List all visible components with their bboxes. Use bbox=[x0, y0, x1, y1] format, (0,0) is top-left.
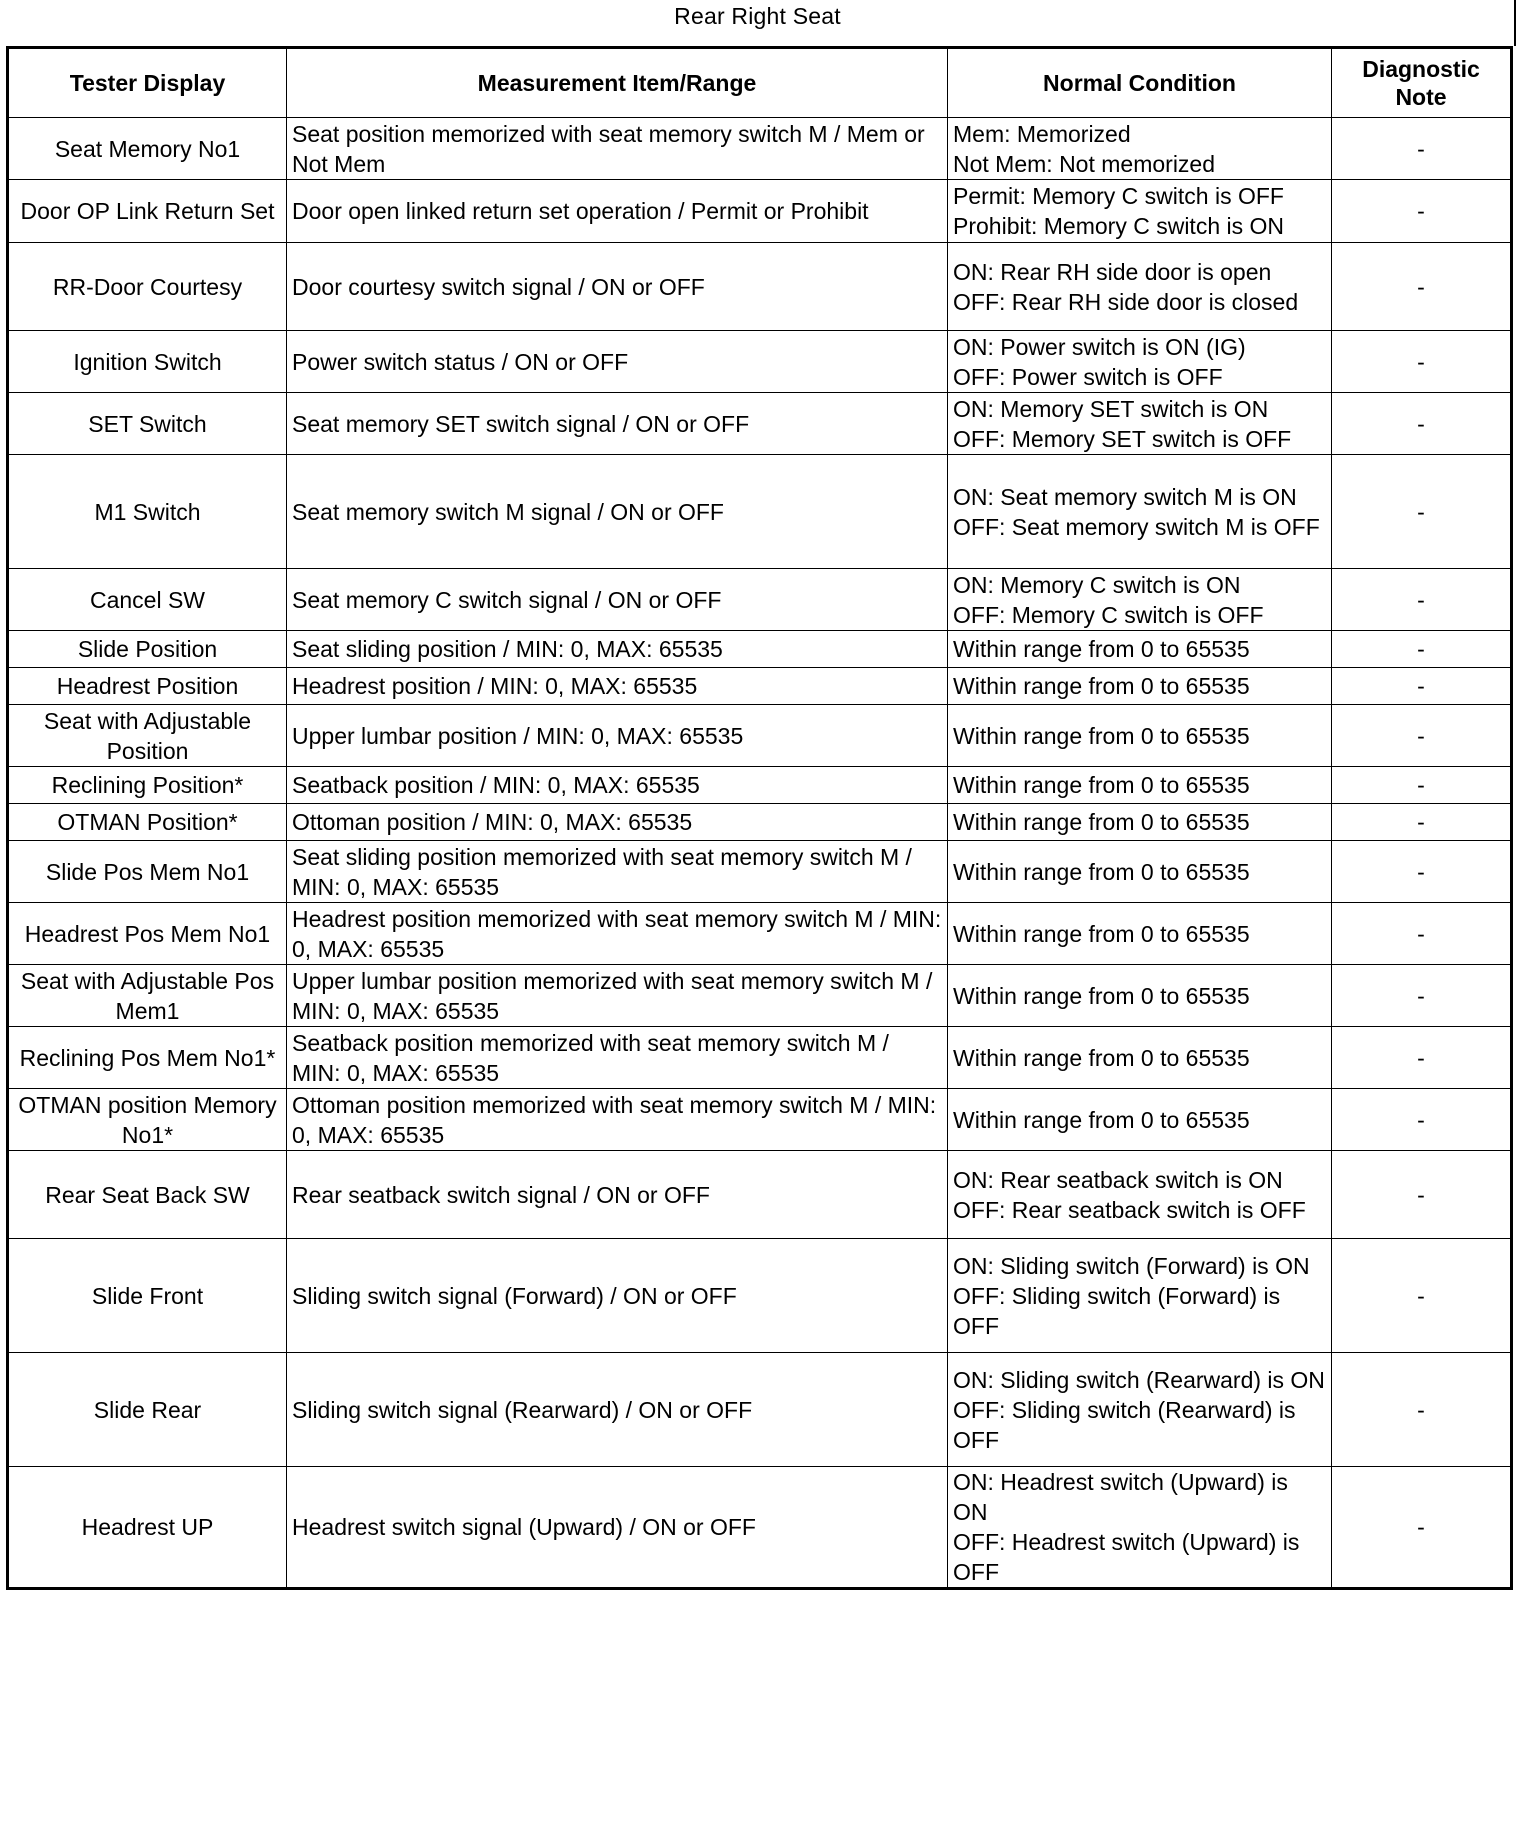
table-row bbox=[8, 1151, 1512, 1239]
table-row bbox=[8, 243, 1512, 331]
header-measurement-item: Measurement Item/Range bbox=[287, 48, 948, 118]
diagnostic-note-cell: - bbox=[1332, 903, 1512, 965]
tester-display-cell: OTMAN Position* bbox=[8, 804, 287, 841]
normal-condition-cell: Within range from 0 to 65535 bbox=[948, 841, 1332, 903]
table-row bbox=[8, 804, 1512, 841]
diagnostic-note-cell: - bbox=[1332, 841, 1512, 903]
table-row bbox=[8, 455, 1512, 569]
table-row bbox=[8, 1089, 1512, 1151]
diagnostic-note-cell: - bbox=[1332, 569, 1512, 631]
tester-display-cell: Cancel SW bbox=[8, 569, 287, 631]
tester-display-cell: Slide Pos Mem No1 bbox=[8, 841, 287, 903]
table-row bbox=[8, 841, 1512, 903]
measurement-item-cell: Seat position memorized with seat memory switch M / Mem or Not Mem bbox=[287, 118, 948, 180]
table-row bbox=[8, 180, 1512, 243]
measurement-item-cell: Seat sliding position / MIN: 0, MAX: 65535 bbox=[287, 631, 948, 668]
normal-condition-cell: ON: Sliding switch (Rearward) is ON OFF: Sliding switch (Rearward) is OFF bbox=[948, 1353, 1332, 1467]
tester-display-cell: Door OP Link Return Set bbox=[8, 180, 287, 243]
table-row bbox=[8, 331, 1512, 393]
table-row bbox=[8, 118, 1512, 180]
measurement-item-cell: Seatback position memorized with seat memory switch M / MIN: 0, MAX: 65535 bbox=[287, 1027, 948, 1089]
measurement-item-cell: Sliding switch signal (Forward) / ON or OFF bbox=[287, 1239, 948, 1353]
tester-display-cell: Slide Front bbox=[8, 1239, 287, 1353]
tester-display-cell: Seat with Adjustable Pos Mem1 bbox=[8, 965, 287, 1027]
diagnostic-note-cell: - bbox=[1332, 455, 1512, 569]
tester-display-cell: Headrest UP bbox=[8, 1467, 287, 1589]
diagnostic-note-cell: - bbox=[1332, 243, 1512, 331]
diagnostic-note-cell: - bbox=[1332, 1089, 1512, 1151]
table-row bbox=[8, 1239, 1512, 1353]
tester-display-cell: OTMAN position Memory No1* bbox=[8, 1089, 287, 1151]
measurement-item-cell: Seat sliding position memorized with seat memory switch M / MIN: 0, MAX: 65535 bbox=[287, 841, 948, 903]
measurement-item-cell: Sliding switch signal (Rearward) / ON or OFF bbox=[287, 1353, 948, 1467]
measurement-item-cell: Door open linked return set operation / Permit or Prohibit bbox=[287, 180, 948, 243]
normal-condition-cell: Within range from 0 to 65535 bbox=[948, 668, 1332, 705]
header-row bbox=[8, 48, 1512, 118]
table-row bbox=[8, 705, 1512, 767]
table-row bbox=[8, 569, 1512, 631]
table-row bbox=[8, 668, 1512, 705]
title-divider bbox=[1514, 0, 1516, 46]
tester-display-cell: SET Switch bbox=[8, 393, 287, 455]
measurement-item-cell: Upper lumbar position memorized with seat memory switch M / MIN: 0, MAX: 65535 bbox=[287, 965, 948, 1027]
measurement-item-cell: Seat memory switch M signal / ON or OFF bbox=[287, 455, 948, 569]
diagnostic-note-cell: - bbox=[1332, 705, 1512, 767]
normal-condition-cell: Mem: Memorized Not Mem: Not memorized bbox=[948, 118, 1332, 180]
measurement-item-cell: Ottoman position / MIN: 0, MAX: 65535 bbox=[287, 804, 948, 841]
measurement-item-cell: Ottoman position memorized with seat memory switch M / MIN: 0, MAX: 65535 bbox=[287, 1089, 948, 1151]
table-body bbox=[8, 118, 1512, 1589]
measurement-item-cell: Seat memory SET switch signal / ON or OFF bbox=[287, 393, 948, 455]
table-row bbox=[8, 1027, 1512, 1089]
normal-condition-cell: Within range from 0 to 65535 bbox=[948, 804, 1332, 841]
tester-display-cell: Seat with Adjustable Position bbox=[8, 705, 287, 767]
diagnostic-note-cell: - bbox=[1332, 180, 1512, 243]
measurement-item-cell: Door courtesy switch signal / ON or OFF bbox=[287, 243, 948, 331]
diagnostic-note-cell: - bbox=[1332, 393, 1512, 455]
header-diagnostic-note: Diagnostic Note bbox=[1332, 48, 1512, 118]
diagnostic-note-cell: - bbox=[1332, 331, 1512, 393]
tester-display-cell: M1 Switch bbox=[8, 455, 287, 569]
diagnostic-note-cell: - bbox=[1332, 767, 1512, 804]
normal-condition-cell: ON: Sliding switch (Forward) is ON OFF: Sliding switch (Forward) is OFF bbox=[948, 1239, 1332, 1353]
normal-condition-cell: ON: Seat memory switch M is ON OFF: Seat memory switch M is OFF bbox=[948, 455, 1332, 569]
measurement-item-cell: Upper lumbar position / MIN: 0, MAX: 65535 bbox=[287, 705, 948, 767]
normal-condition-cell: ON: Rear RH side door is open OFF: Rear RH side door is closed bbox=[948, 243, 1332, 331]
diagnostic-note-cell: - bbox=[1332, 1027, 1512, 1089]
tester-display-cell: Headrest Position bbox=[8, 668, 287, 705]
normal-condition-cell: ON: Memory C switch is ON OFF: Memory C switch is OFF bbox=[948, 569, 1332, 631]
normal-condition-cell: ON: Power switch is ON (IG) OFF: Power switch is OFF bbox=[948, 331, 1332, 393]
normal-condition-cell: ON: Memory SET switch is ON OFF: Memory SET switch is OFF bbox=[948, 393, 1332, 455]
measurement-item-cell: Seatback position / MIN: 0, MAX: 65535 bbox=[287, 767, 948, 804]
diagnostic-note-cell: - bbox=[1332, 668, 1512, 705]
header-tester-display: Tester Display bbox=[8, 48, 287, 118]
normal-condition-cell: Within range from 0 to 65535 bbox=[948, 631, 1332, 668]
diagnostic-note-cell: - bbox=[1332, 1239, 1512, 1353]
normal-condition-cell: ON: Rear seatback switch is ON OFF: Rear seatback switch is OFF bbox=[948, 1151, 1332, 1239]
tester-display-cell: Slide Position bbox=[8, 631, 287, 668]
measurement-item-cell: Headrest switch signal (Upward) / ON or OFF bbox=[287, 1467, 948, 1589]
measurement-item-cell: Seat memory C switch signal / ON or OFF bbox=[287, 569, 948, 631]
normal-condition-cell: Within range from 0 to 65535 bbox=[948, 965, 1332, 1027]
header-normal-condition: Normal Condition bbox=[948, 48, 1332, 118]
tester-display-cell: Reclining Pos Mem No1* bbox=[8, 1027, 287, 1089]
measurement-item-cell: Rear seatback switch signal / ON or OFF bbox=[287, 1151, 948, 1239]
table-row bbox=[8, 767, 1512, 804]
page-title: Rear Right Seat bbox=[674, 3, 841, 29]
measurement-item-cell: Power switch status / ON or OFF bbox=[287, 331, 948, 393]
diagnostic-note-cell: - bbox=[1332, 965, 1512, 1027]
tester-display-cell: Slide Rear bbox=[8, 1353, 287, 1467]
tester-display-cell: Ignition Switch bbox=[8, 331, 287, 393]
measurement-item-cell: Headrest position memorized with seat memory switch M / MIN: 0, MAX: 65535 bbox=[287, 903, 948, 965]
tester-display-cell: Headrest Pos Mem No1 bbox=[8, 903, 287, 965]
tester-display-cell: Rear Seat Back SW bbox=[8, 1151, 287, 1239]
diagnostic-note-cell: - bbox=[1332, 631, 1512, 668]
diagnostic-note-cell: - bbox=[1332, 118, 1512, 180]
tester-display-cell: RR-Door Courtesy bbox=[8, 243, 287, 331]
table-row bbox=[8, 631, 1512, 668]
tester-display-cell: Seat Memory No1 bbox=[8, 118, 287, 180]
normal-condition-cell: Within range from 0 to 65535 bbox=[948, 1089, 1332, 1151]
normal-condition-cell: Within range from 0 to 65535 bbox=[948, 705, 1332, 767]
table-row bbox=[8, 1467, 1512, 1589]
diagnostic-note-cell: - bbox=[1332, 1353, 1512, 1467]
normal-condition-cell: Within range from 0 to 65535 bbox=[948, 767, 1332, 804]
table-row bbox=[8, 393, 1512, 455]
normal-condition-cell: Permit: Memory C switch is OFF Prohibit: Memory C switch is ON bbox=[948, 180, 1332, 243]
normal-condition-cell: ON: Headrest switch (Upward) is ON OFF: Headrest switch (Upward) is OFF bbox=[948, 1467, 1332, 1589]
table-row bbox=[8, 903, 1512, 965]
measurement-item-cell: Headrest position / MIN: 0, MAX: 65535 bbox=[287, 668, 948, 705]
table-row bbox=[8, 965, 1512, 1027]
diagnostic-note-cell: - bbox=[1332, 804, 1512, 841]
tester-display-cell: Reclining Position* bbox=[8, 767, 287, 804]
normal-condition-cell: Within range from 0 to 65535 bbox=[948, 1027, 1332, 1089]
data-list-table bbox=[6, 46, 1513, 1590]
diagnostic-note-cell: - bbox=[1332, 1467, 1512, 1589]
table-row bbox=[8, 1353, 1512, 1467]
diagnostic-note-cell: - bbox=[1332, 1151, 1512, 1239]
normal-condition-cell: Within range from 0 to 65535 bbox=[948, 903, 1332, 965]
